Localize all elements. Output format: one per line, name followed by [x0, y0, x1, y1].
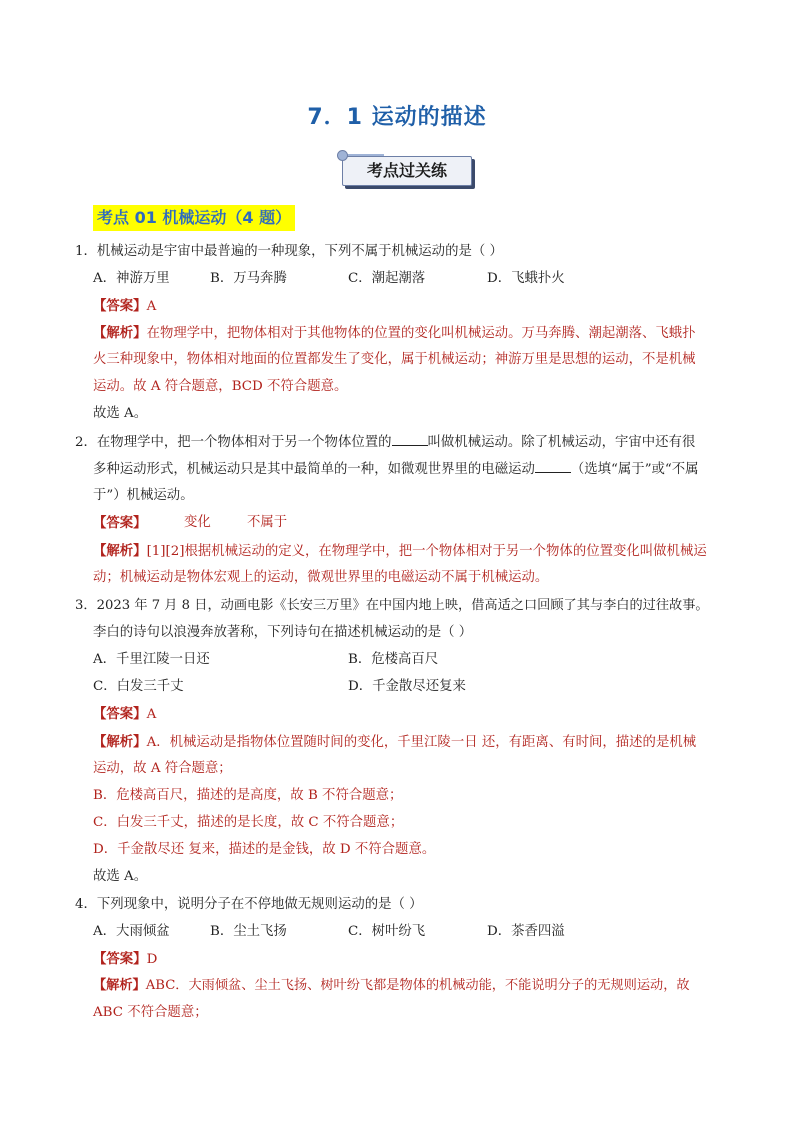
- q2-stem-part: 多种运动形式，机械运动只是其中最简单的一种，如微观世界里的电磁运动: [93, 462, 535, 477]
- q1-answer: [93, 297, 156, 316]
- q3-analysis-text: A．机械运动是指物体位置随时间的变化，千里江陵一日 还，有距离、有时间，描述的是机械: [146, 735, 697, 750]
- q4-option-a: A．大雨倾盆: [93, 924, 170, 939]
- q2-analysis-line-2: 动；机械运动是物体宏观上的运动，微观世界里的电磁运动不属于机械运动。: [93, 570, 549, 585]
- q4-analysis-line-2: ABC 不符合题意；: [93, 1005, 208, 1020]
- q2-stem-part: 2．在物理学中，把一个物体相对于另一个物体位置的: [75, 435, 392, 450]
- q3-stem-line-1: 3．2023 年 7 月 8 日，动画电影《长安三万里》在中国内地上映，借高适之口回顾了其与李白的过往故事。: [75, 598, 709, 613]
- analysis-label: 【解析】: [93, 734, 147, 750]
- q1-option-d: D．飞蛾扑火: [487, 271, 565, 286]
- q2-answer: [93, 514, 147, 533]
- section-heading: 考点 01 机械运动（4 题）: [93, 205, 295, 231]
- q4-option-d: D．茶香四溢: [487, 924, 565, 939]
- q4-stem: 4．下列现象中，说明分子在不停地做无规则运动的是（ ）: [75, 897, 423, 912]
- q1-stem: 1．机械运动是宇宙中最普遍的一种现象，下列不属于机械运动的是（ ）: [75, 244, 503, 259]
- q3-option-d: D．千金散尽还复来: [348, 679, 466, 694]
- q2-stem-part: 叫做机械运动。除了机械运动，宇宙中还有很: [427, 435, 696, 450]
- q1-analysis-line-1: [93, 324, 696, 343]
- q1-answer-value: A: [146, 299, 157, 314]
- q3-analysis-line-2: 运动，故 A 符合题意；: [93, 761, 232, 776]
- q3-conclusion: 故选 A。: [93, 869, 148, 884]
- q3-stem-line-2: 李白的诗句以浪漫奔放著称，下列诗句在描述机械运动的是（ ）: [93, 625, 473, 640]
- pin-icon: [337, 150, 348, 161]
- analysis-label: 【解析】: [93, 978, 146, 993]
- q3-analysis-line-5: D．千金散尽还 复来，描述的是金钱，故 D 不符合题意。: [93, 842, 436, 857]
- answer-label: 【答案】: [93, 951, 147, 967]
- q3-analysis-line-1: [93, 733, 696, 752]
- analysis-label: 【解析】: [93, 543, 147, 559]
- badge-label: 考点过关练: [342, 156, 472, 186]
- q1-analysis-line-2: 火三种现象中，物体相对地面的位置都发生了变化，属于机械运动；神游万里是思想的运动，不是机械: [93, 352, 696, 367]
- answer-label: 【答案】: [93, 298, 147, 314]
- q4-option-c: C．树叶纷飞: [348, 924, 426, 939]
- q2-analysis-text: [1][2]根据机械运动的定义，在物理学中，把一个物体相对于另一个物体的位置变化叫做机械运: [146, 544, 707, 559]
- q1-option-a: A．神游万里: [93, 271, 170, 286]
- q3-answer: [93, 705, 156, 724]
- answer-label: 【答案】: [93, 515, 147, 531]
- q3-option-c: C．白发三千丈: [93, 679, 184, 694]
- q4-answer-value: D: [146, 952, 158, 967]
- badge-decoration-line: [344, 154, 384, 156]
- q2-answer-value-1: 变化: [184, 515, 211, 530]
- q3-option-b: B．危楼高百尺: [348, 652, 439, 667]
- fill-blank: [392, 433, 428, 446]
- q1-analysis-line-3: 运动。故 A 符合题意，BCD 不符合题意。: [93, 379, 348, 394]
- analysis-label: 【解析】: [93, 325, 147, 341]
- q1-analysis-text: 在物理学中，把物体相对于其他物体的位置的变化叫机械运动。万马奔腾、潮起潮落、飞蛾扑: [146, 326, 696, 341]
- q4-analysis-text: ABC．大雨倾盆、尘土飞扬、树叶纷飞都是物体的机械动能，不能说明分子的无规则运动，故: [145, 978, 690, 993]
- q4-option-b: B．尘土飞扬: [210, 924, 287, 939]
- q3-analysis-line-3: B．危楼高百尺，描述的是高度，故 B 不符合题意；: [93, 788, 403, 803]
- fill-blank: [535, 460, 571, 473]
- q2-stem-part: （选填“属于”或“不属: [570, 462, 699, 477]
- q4-answer: [93, 950, 157, 969]
- q4-analysis-line-1: [93, 977, 690, 995]
- q2-analysis-line-1: [93, 542, 707, 561]
- page-title: 7．1 运动的描述: [307, 105, 487, 130]
- q2-stem-line-2: [93, 460, 699, 479]
- q2-answer-value-2: 不属于: [247, 515, 288, 530]
- q3-option-a: A．千里江陵一日还: [93, 652, 210, 667]
- section-badge: [340, 152, 476, 188]
- q3-analysis-line-4: C．白发三千丈，描述的是长度，故 C 不符合题意；: [93, 815, 404, 830]
- q1-conclusion: 故选 A。: [93, 406, 148, 421]
- q3-answer-value: A: [146, 707, 157, 722]
- answer-label: 【答案】: [93, 706, 147, 722]
- q1-option-c: C．潮起潮落: [348, 271, 426, 286]
- q2-stem-line-3: 于”）机械运动。: [93, 488, 194, 503]
- q2-stem-line-1: [75, 433, 695, 452]
- q1-option-b: B．万马奔腾: [210, 271, 287, 286]
